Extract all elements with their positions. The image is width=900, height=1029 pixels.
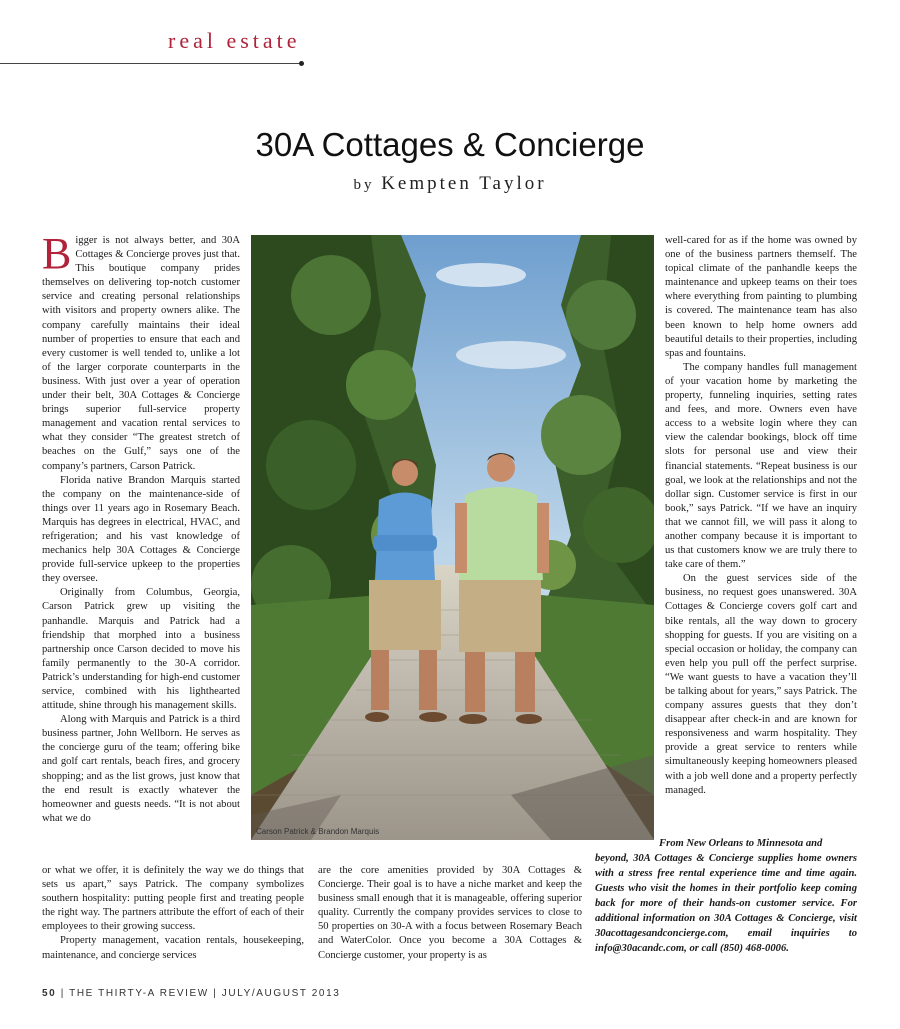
column-1-bottom <box>42 864 304 963</box>
closing-lead: From New Orleans to Minnesota and <box>659 838 823 849</box>
paragraph: Florida native Brandon Marquis started the company on the maintenance-side of things over 11 years ago in Rosemary Beach. Marquis has degrees in electrical, HVAC, and refrigeration; and his vast knowledge of mechanics help 30A Cottages & Concierge provide full-service upkeep to the properties they oversee. <box>42 474 240 585</box>
page-number: 50 <box>42 988 57 999</box>
issue-date: JULY/AUGUST 2013 <box>221 988 341 999</box>
footer-separator: | <box>60 988 65 999</box>
publication-name: THE THIRTY-A REVIEW <box>69 988 209 999</box>
paragraph: are the core amenities provided by 30A Cottages & Concierge. Their goal is to have a niche market and keep the business small enough that it is manageable, offering superior quality. Currently the company provides services to close to 50 properties on 30-A with a focus between Rosemary Beach and WaterColor. Once you become a 30A Cottages & Concierge customer, your property is as <box>318 865 582 961</box>
byline <box>0 173 900 195</box>
feature-photo <box>251 235 654 840</box>
paragraph: well-cared for as if the home was owned by one of the business partners themself. The topical climate of the panhandle keeps the maintenance and upkeep teams on their toes where everything from painting to plumbing is covered. The maintenance team has also been known to help home owners add beautiful details to their properties, including spas and fountains. <box>665 235 857 359</box>
closing-paragraph <box>595 836 857 956</box>
byline-by: by <box>353 177 375 193</box>
paragraph: Along with Marquis and Patrick is a third business partner, John Wellborn. He serves as the concierge guru of the team; offering bike and golf cart rentals, beach fires, and grocery shopping; and as the list grows, just know that the end result is exactly whatever the homeowner and guests needs. “It is not about what we do <box>42 714 240 824</box>
photo-illustration <box>251 235 654 840</box>
photo-caption: Carson Patrick & Brandon Marquis <box>256 827 380 836</box>
paragraph: The company handles full management of your vacation home by marketing the property, funneling inquiries, setting rates and fees, and more. Owners even have access to a website login where they can view the calendar bookings, block off time slots for personal use and view their financial statements. “Repeat business is our goal, we look at the relationships and not the dollar sign. Customer service is first in our book,” says Patrick. “If we have an inquiry that we cannot fill, we will pass it along to another company because it is important to us that customers know we are truly there to take care of them.” <box>665 361 857 571</box>
drop-cap: B <box>42 229 72 278</box>
column-2-bottom <box>318 864 582 963</box>
column-1 <box>42 229 240 826</box>
paragraph: Bigger is not always better, and 30A Cottages & Concierge proves just that. This boutique company prides themselves on delivering top-notch customer service and creating personal relationships with visitors and property owners alike. The company carefully maintains their ideal number of properties to ensure that each and every customer is well tended to, unlike a lot of the larger corporate counterparts in the business. With just over a year of operation under their belt, 30A Cottages & Concierge brings superior full-service property management and vacation rental services to what they consider “The greatest stretch of beaches on the Gulf,” says one of the company’s partners, Carson Patrick. <box>42 229 240 472</box>
footer-separator: | <box>213 988 218 999</box>
byline-author: Kempten Taylor <box>381 173 547 194</box>
article-title: 30A Cottages & Concierge <box>255 126 645 163</box>
header-rule <box>0 63 302 64</box>
page-footer <box>42 988 340 999</box>
paragraph: or what we offer, it is definitely the way we do things that sets us apart,” says Patrick. The company symbolizes southern hospitality: putting people first and treating people the right way. The partners attribute the effort of each of their employees to their growing success. <box>42 865 304 933</box>
column-3 <box>665 234 857 798</box>
paragraph: Originally from Columbus, Georgia, Carson Patrick grew up visiting the panhandle. Marquis and Patrick had a friendship that morphed into a business partnership once Carson decided to move his family permanently to the 30-A corridor. Patrick’s understanding for high-end customer service, combined with his lighthearted attitude, shine through his management skills. <box>42 587 240 712</box>
header-rule-dot <box>299 61 304 66</box>
section-label: real estate <box>168 28 301 53</box>
closing-rest: beyond, 30A Cottages & Concierge supplies home owners with a stress free rental experience time and time again. Guests who visit the homes in their portfolio keep coming back for more of their hands-on customer service. For additional information on 30A Cottages & Concierge, visit 30acottagesandconcierge.com, email inquiries to info@30acandc.com, or call (850) 468-0006. <box>595 853 857 954</box>
paragraph: On the guest services side of the business, no request goes unanswered. 30A Cottages & Concierge covers golf cart and bike rentals, all the way down to grocery shopping for guests. If you are visiting on a special occasion or holiday, the company can even help you pull off the perfect surprise. “We want guests to have a vacation they’ll be talking about for years,” says Patrick. The company assures guests that they don’t disappear after check-in and are known for responsiveness and warm hospitality. They provide a great service to renters while simultaneously keeping homeowners pleased with a job well done and a property perfectly managed. <box>665 573 857 796</box>
paragraph: Property management, vacation rentals, housekeeping, maintenance, and concierge services <box>42 935 304 961</box>
